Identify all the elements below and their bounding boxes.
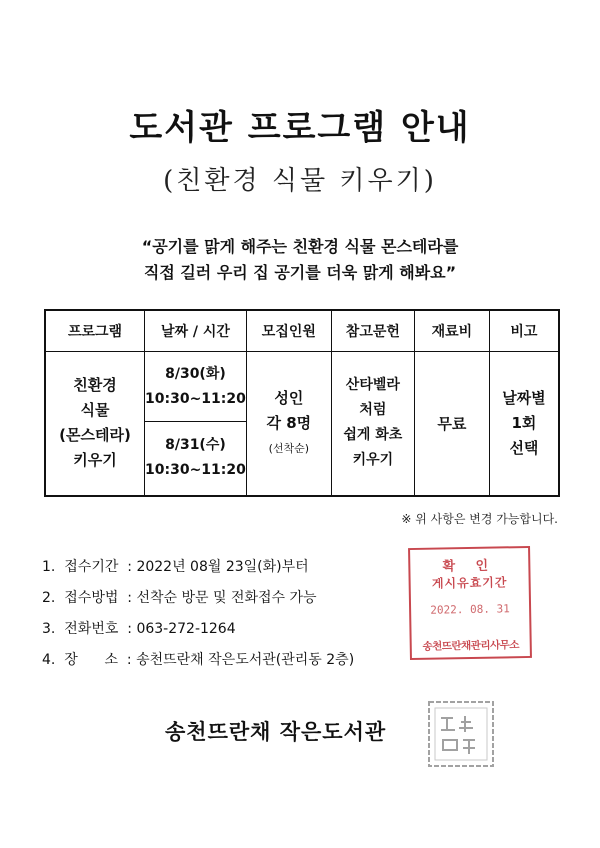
info-value: : 063-272-1264 <box>127 621 236 637</box>
cell-program <box>45 352 145 496</box>
program-line: 식물 <box>80 401 110 420</box>
header-program: 프로그램 <box>45 310 145 352</box>
quote-block <box>0 234 600 286</box>
table-row <box>45 352 559 422</box>
session-date: 8/31(수) <box>165 437 226 454</box>
program-line: 친환경 <box>73 376 117 395</box>
posting-validity-stamp <box>408 546 532 660</box>
quote-line-2: 직접 길러 우리 집 공기를 더욱 맑게 해봐요” <box>143 263 457 282</box>
reference-line: 처럼 <box>359 402 387 419</box>
info-num: 2. <box>42 590 56 606</box>
stamp-validity-text: 게시유효기간 <box>431 575 508 591</box>
header-capacity: 모집인원 <box>246 310 331 352</box>
quote-line-1: “공기를 맑게 해주는 친환경 식물 몬스테라를 <box>141 237 459 256</box>
session-time: 10:30~11:20 <box>145 462 246 479</box>
info-value: : 2022년 08월 23일(화)부터 <box>127 559 309 575</box>
reference-line: 산타벨라 <box>345 377 400 394</box>
program-table <box>44 309 560 497</box>
info-num: 3. <box>42 621 56 637</box>
library-seal-icon <box>425 698 497 770</box>
header-datetime: 날짜 / 시간 <box>145 310 247 352</box>
stamp-date: 2022. 08. 31 <box>430 602 510 617</box>
footer-organization: 송천뜨란채 작은도서관 <box>165 720 387 744</box>
stamp-confirm-text: 확 인 <box>442 558 497 575</box>
capacity-line-1: 성인 <box>274 388 304 407</box>
header-reference: 참고문헌 <box>331 310 414 352</box>
table-header-row <box>45 310 559 352</box>
cell-session-1 <box>145 352 247 422</box>
info-label: 전화번호 <box>64 621 119 637</box>
program-line: 키우기 <box>73 451 117 470</box>
change-notice: ※ 위 사항은 변경 가능합니다. <box>401 512 558 526</box>
cell-fee: 무료 <box>414 352 489 496</box>
info-num: 4. <box>42 652 56 668</box>
remarks-line: 1회 <box>511 413 537 432</box>
session-time: 10:30~11:20 <box>145 390 246 407</box>
info-item-location <box>42 649 354 669</box>
reference-line: 키우기 <box>352 452 394 469</box>
reference-line: 쉽게 화초 <box>343 427 403 444</box>
program-line: (몬스테라) <box>59 426 131 445</box>
info-label: 접수방법 <box>64 590 119 606</box>
cell-session-2 <box>145 422 247 496</box>
capacity-note: (선착순) <box>268 441 310 455</box>
info-label: 장 소 <box>64 652 119 668</box>
info-num: 1. <box>42 559 56 575</box>
session-date: 8/30(화) <box>165 365 226 382</box>
header-fee: 재료비 <box>414 310 489 352</box>
remarks-line: 날짜별 <box>502 388 546 407</box>
info-item-reception-period <box>42 556 309 576</box>
info-value: : 송천뜨란채 작은도서관(관리동 2층) <box>126 652 355 668</box>
capacity-line-2: 각 8명 <box>266 413 312 432</box>
info-value: : 선착순 방문 및 전화접수 가능 <box>127 590 317 606</box>
info-item-reception-method <box>42 587 317 607</box>
remarks-line: 선택 <box>509 438 539 457</box>
stamp-office: 송천뜨란채관리사무소 <box>422 639 520 653</box>
page-title: 도서관 프로그램 안내 <box>129 108 471 148</box>
cell-reference <box>331 352 414 496</box>
header-remarks: 비고 <box>489 310 559 352</box>
info-item-phone <box>42 618 236 638</box>
info-label: 접수기간 <box>64 559 119 575</box>
cell-capacity <box>246 352 331 496</box>
cell-remarks <box>489 352 559 496</box>
page-subtitle: (친환경 식물 키우기) <box>163 166 437 196</box>
